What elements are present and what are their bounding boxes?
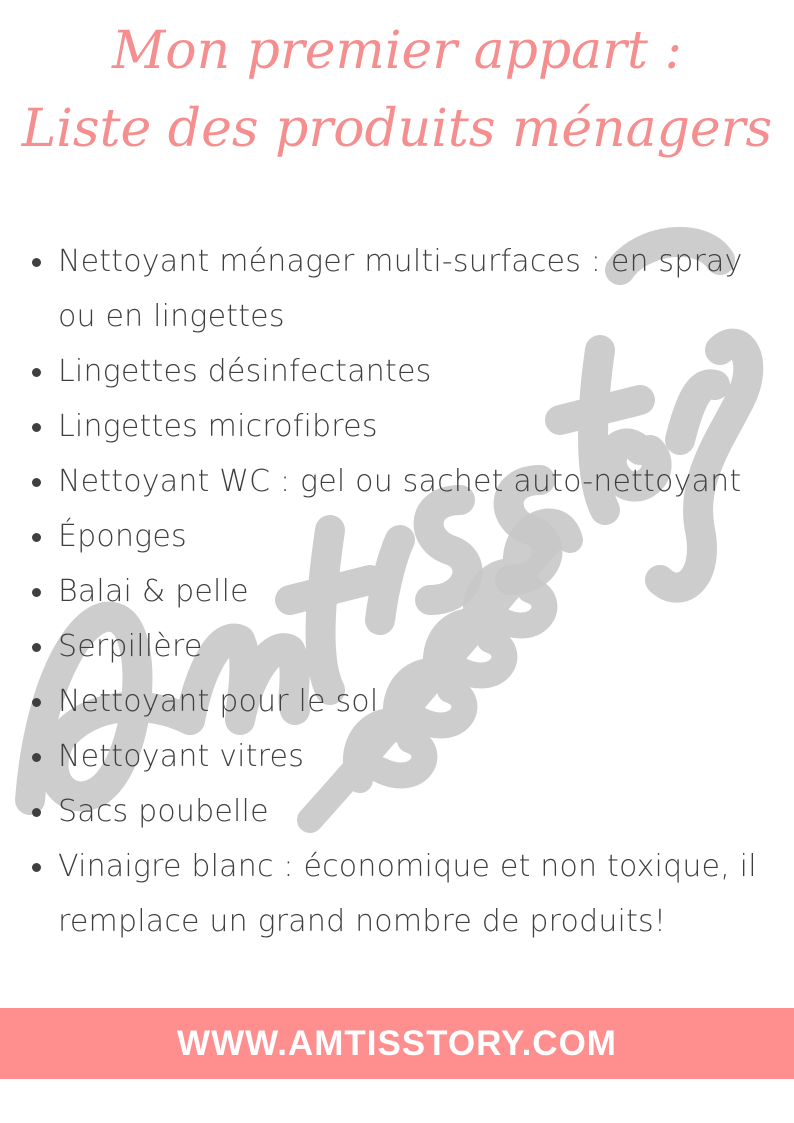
list-item: Éponges <box>58 509 783 564</box>
list-item: Vinaigre blanc : économique et non toxique, il remplace un grand nombre de produits! <box>58 839 783 949</box>
footer-banner <box>0 1008 794 1079</box>
list-item: Balai & pelle <box>58 564 783 619</box>
page-title-line-2: Liste des produits ménagers <box>21 99 773 159</box>
product-list <box>58 234 783 949</box>
list-item: Nettoyant ménager multi-surfaces : en spray ou en lingettes <box>58 234 783 344</box>
list-item: Lingettes désinfectantes <box>58 344 783 399</box>
page-title-line-1: Mon premier appart : <box>112 21 682 81</box>
list-item: Nettoyant pour le sol <box>58 674 783 729</box>
page-title <box>0 12 794 168</box>
list-item: Nettoyant vitres <box>58 729 783 784</box>
list-item: Serpillère <box>58 619 783 674</box>
website-url: WWW.AMTISSTORY.COM <box>177 1024 617 1063</box>
list-item: Sacs poubelle <box>58 784 783 839</box>
list-item: Nettoyant WC : gel ou sachet auto-nettoyant <box>58 454 783 509</box>
list-item: Lingettes microfibres <box>58 399 783 454</box>
